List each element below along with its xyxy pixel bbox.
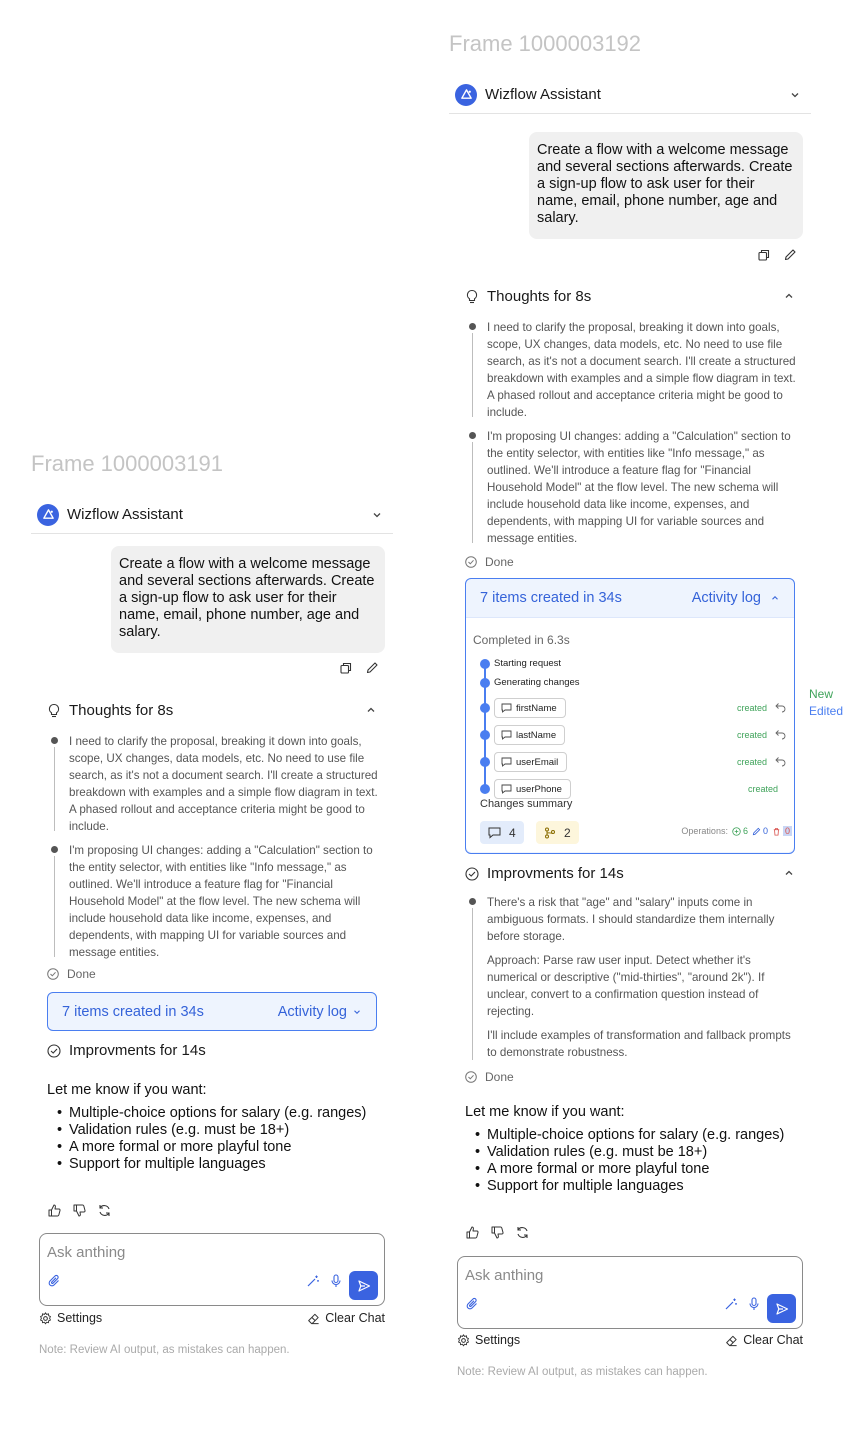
reply-bullet: • Multiple-choice options for salary (e.g. ranges): [475, 1127, 797, 1144]
send-button[interactable]: [349, 1271, 378, 1300]
chevron-up-icon[interactable]: [365, 704, 377, 716]
entity-row: [480, 752, 786, 772]
entity-chip[interactable]: [494, 698, 566, 718]
user-message-bubble: [111, 546, 385, 653]
thought-bullet: [469, 432, 476, 439]
undo-icon[interactable]: [775, 702, 786, 715]
send-icon: [357, 1279, 371, 1293]
reply-bullet: • A more formal or more playful tone: [475, 1161, 797, 1178]
activity-log-label: Activity log: [691, 590, 761, 606]
microphone-icon[interactable]: [748, 1297, 760, 1316]
done-label: Done: [67, 967, 96, 981]
entity-row: [480, 725, 786, 745]
thought-line: [472, 908, 473, 1060]
step-dot: [480, 730, 490, 740]
user-message-text: Create a flow with a welcome message and several sections afterwards. Create a sign-up flow to ask user for their name, email, phone number, age and salary.: [537, 142, 793, 226]
thumbs-up-icon[interactable]: [47, 1203, 62, 1223]
message-icon: [501, 784, 512, 794]
gear-icon: [39, 1312, 52, 1325]
settings-button[interactable]: [39, 1311, 102, 1325]
microphone-icon[interactable]: [330, 1274, 342, 1293]
activity-log-toggle[interactable]: [692, 590, 780, 606]
thought-text: I'm proposing UI changes: adding a "Calculation" section to the entity selector, with entities like "Info message," as outlined. We'll introduce a feature flag for "Financial Household Model" at the flow level. The new schema will include household data like income, expenses, and dependents, with mapping UI for variable sources and message entities.: [487, 430, 791, 545]
message-icon: [488, 827, 501, 839]
edit-icon[interactable]: [365, 661, 379, 680]
chat-input-box[interactable]: [457, 1256, 803, 1329]
pencil-icon: [752, 827, 761, 836]
entity-name: firstName: [516, 702, 557, 714]
regenerate-icon[interactable]: [515, 1225, 530, 1245]
assistant-title: Wizflow Assistant: [485, 86, 601, 103]
thought-item: [51, 733, 379, 835]
thought-line: [54, 856, 55, 957]
collapse-chevron-icon[interactable]: [789, 88, 801, 106]
entity-row: [480, 698, 786, 718]
branches-count: 2: [564, 825, 571, 840]
undo-icon[interactable]: [775, 756, 786, 769]
thumbs-up-icon[interactable]: [465, 1225, 480, 1245]
entity-name: userPhone: [516, 783, 562, 795]
thought-text: I need to clarify the proposal, breaking it down into goals, scope, UX changes, data models, etc. No need to use file search, as it's not a document search. I'll create a structured breakdown with examples and a simple flow diagram in text. A phased rollout and acceptance criteria might be good to include.: [69, 735, 378, 833]
activity-summary-text: 7 items created in 34s: [62, 1004, 204, 1020]
message-icon: [501, 757, 512, 767]
reply-intro: Let me know if you want:: [465, 1104, 625, 1120]
reply-bullet: • Multiple-choice options for salary (e.g. ranges): [57, 1105, 379, 1122]
thought-line: [472, 442, 473, 543]
entity-name: userEmail: [516, 756, 559, 768]
improvements-header[interactable]: [465, 865, 795, 882]
entity-status: created: [747, 784, 778, 794]
clear-chat-button[interactable]: [307, 1311, 385, 1325]
feedback-actions: [47, 1203, 112, 1223]
magic-wand-icon[interactable]: [724, 1297, 738, 1316]
settings-label: Settings: [475, 1333, 521, 1347]
branches-count-badge[interactable]: [536, 821, 579, 844]
magic-wand-icon[interactable]: [306, 1274, 320, 1293]
branch-icon: [544, 827, 556, 839]
step-dot: [480, 703, 490, 713]
edit-icon[interactable]: [783, 248, 797, 267]
disclaimer-note: Note: Review AI output, as mistakes can happen.: [39, 1344, 290, 1356]
assistant-title: Wizflow Assistant: [67, 506, 183, 523]
entity-row: [480, 779, 786, 799]
entity-name: lastName: [516, 729, 557, 741]
reply-list: [57, 1105, 379, 1173]
changes-summary-title: Changes summary: [480, 798, 573, 810]
thoughts-title: Thoughts for 8s: [487, 288, 592, 305]
assistant-logo-icon: [37, 504, 59, 526]
undo-icon[interactable]: [775, 729, 786, 742]
activity-steps[interactable]: [480, 658, 786, 795]
activity-step: [480, 658, 786, 669]
activity-summary-text: 7 items created in 34s: [480, 590, 622, 606]
activity-summary[interactable]: [47, 992, 377, 1031]
thought-bullet: [469, 898, 476, 905]
thumbs-down-icon[interactable]: [490, 1225, 505, 1245]
chat-input-box[interactable]: [39, 1233, 385, 1306]
chevron-up-icon: [770, 593, 780, 603]
eraser-icon: [725, 1334, 738, 1347]
entity-status: created: [736, 730, 767, 740]
messages-count: 4: [509, 825, 516, 840]
thought-bullet: [469, 323, 476, 330]
ops-deleted: 0: [784, 826, 790, 836]
improvement-text: Approach: Parse raw user input. Detect whether it's numerical or descriptive ("mid-thirties", "around 2k"). If unclear, convert to a confirmation question instead of rejecting.: [487, 954, 765, 1018]
reply-bullet: • Validation rules (e.g. must be 18+): [57, 1122, 379, 1139]
assistant-reply: [465, 1104, 797, 1195]
reply-bullet: • Validation rules (e.g. must be 18+): [475, 1144, 797, 1161]
message-actions: [339, 661, 379, 680]
assistant-reply: [47, 1082, 379, 1173]
legend-new: New: [809, 687, 834, 701]
copy-icon[interactable]: [339, 661, 353, 680]
clear-chat-label: Clear Chat: [743, 1333, 803, 1347]
activity-step: [480, 677, 786, 688]
thoughts-done: [47, 967, 96, 981]
activity-log-toggle[interactable]: [278, 1004, 362, 1020]
check-circle-icon: [465, 867, 479, 881]
frame-title: Frame 1000003191: [31, 451, 224, 476]
reply-bullet: • Support for multiple languages: [57, 1156, 379, 1173]
panel-header[interactable]: [31, 496, 393, 534]
entity-chip[interactable]: [494, 779, 571, 799]
activity-summary[interactable]: [466, 579, 794, 617]
thoughts-header[interactable]: [47, 702, 377, 719]
improvements-title: Improvments for 14s: [487, 865, 624, 882]
collapse-chevron-icon[interactable]: [371, 508, 383, 526]
lightbulb-icon: [465, 289, 479, 305]
done-label: Done: [485, 555, 514, 569]
thought-item: [469, 319, 797, 421]
step-dot: [480, 757, 490, 767]
feedback-actions: [465, 1225, 530, 1245]
chevron-up-icon[interactable]: [783, 867, 795, 879]
eraser-icon: [307, 1312, 320, 1325]
thought-line: [472, 333, 473, 417]
thoughts-done: [465, 555, 514, 569]
done-label: Done: [485, 1070, 514, 1084]
activity-log-label: Activity log: [277, 1004, 347, 1020]
step-dot: [480, 659, 490, 669]
entity-status: created: [736, 703, 767, 713]
gear-icon: [457, 1334, 470, 1347]
improvement-text: There's a risk that "age" and "salary" inputs come in ambiguous formats. I should standardize them internally before storage.: [487, 896, 775, 943]
user-message-text: Create a flow with a welcome message and several sections afterwards. Create a sign-up flow to ask user for their name, email, phone number, age and salary.: [119, 556, 375, 640]
plus-circle-icon: [732, 827, 741, 836]
legend-labels: [809, 686, 843, 720]
assistant-panel: [31, 496, 393, 1376]
operations-label: Operations:: [681, 826, 728, 836]
regenerate-icon[interactable]: [97, 1203, 112, 1223]
messages-count-badge[interactable]: [480, 821, 524, 844]
trash-icon: [772, 827, 781, 836]
thoughts-header[interactable]: [465, 288, 795, 305]
panel-footer: [39, 1311, 385, 1325]
check-circle-icon: [47, 968, 59, 980]
thought-text: I'm proposing UI changes: adding a "Calculation" section to the entity selector, with entities like "Info message," as outlined. We'll introduce a feature flag for "Financial Household Model" at the flow level. The new schema will include household data like income, expenses, and dependents, with mapping UI for variable sources and message entities.: [69, 844, 373, 959]
message-icon: [501, 703, 512, 713]
reply-bullet: • A more formal or more playful tone: [57, 1139, 379, 1156]
legend-edited: Edited: [809, 704, 843, 718]
user-message-bubble: [529, 132, 803, 239]
lightbulb-icon: [47, 703, 61, 719]
check-circle-icon: [465, 1071, 477, 1083]
thumbs-down-icon[interactable]: [72, 1203, 87, 1223]
improvement-item: [469, 894, 797, 1061]
entity-chip[interactable]: [494, 725, 565, 745]
step-dot: [480, 678, 490, 688]
thought-text: I need to clarify the proposal, breaking it down into goals, scope, UX changes, data models, etc. No need to use file search, as it's not a document search. I'll create a structured breakdown with examples and a simple flow diagram in text. A phased rollout and acceptance criteria might be good to include.: [487, 321, 796, 419]
thought-item: [51, 842, 379, 961]
clear-chat-label: Clear Chat: [325, 1311, 385, 1325]
thoughts-title: Thoughts for 8s: [69, 702, 174, 719]
activity-panel: [465, 578, 795, 854]
activity-log: [466, 617, 794, 852]
completed-time: Completed in 6.3s: [473, 633, 570, 647]
disclaimer-note: Note: Review AI output, as mistakes can happen.: [457, 1366, 708, 1378]
thought-bullet: [51, 846, 58, 853]
entity-status: created: [736, 757, 767, 767]
check-circle-icon: [465, 556, 477, 568]
settings-label: Settings: [57, 1311, 103, 1325]
message-icon: [501, 730, 512, 740]
chat-input[interactable]: [47, 1244, 327, 1261]
ops-created: 6: [742, 826, 748, 836]
frame-title: Frame 1000003192: [449, 31, 642, 56]
chevron-down-icon: [352, 1007, 362, 1017]
reply-bullet: • Support for multiple languages: [475, 1178, 797, 1195]
settings-button[interactable]: [457, 1333, 520, 1347]
attach-icon[interactable]: [48, 1274, 61, 1293]
attach-icon[interactable]: [466, 1297, 479, 1316]
panel-header[interactable]: [449, 76, 811, 114]
thought-bullet: [51, 737, 58, 744]
assistant-logo-icon: [455, 84, 477, 106]
copy-icon[interactable]: [757, 248, 771, 267]
chat-input[interactable]: [465, 1267, 745, 1284]
thought-item: [469, 428, 797, 547]
send-button[interactable]: [767, 1294, 796, 1323]
reply-intro: Let me know if you want:: [47, 1082, 207, 1098]
improvements-title: Improvments for 14s: [69, 1042, 206, 1059]
panel-footer: [457, 1333, 803, 1347]
chevron-up-icon[interactable]: [783, 290, 795, 302]
improvements-done: [465, 1070, 514, 1084]
reply-list: [475, 1127, 797, 1195]
ops-edited: 0: [762, 826, 768, 836]
step-label: Generating changes: [494, 677, 580, 688]
operations-summary: [681, 826, 792, 836]
clear-chat-button[interactable]: [725, 1333, 803, 1347]
assistant-panel: [449, 76, 811, 1396]
thought-line: [54, 747, 55, 831]
step-dot: [480, 784, 490, 794]
improvements-header[interactable]: [47, 1042, 377, 1059]
improvement-text: I'll include examples of transformation and fallback prompts to demonstrate robustness.: [487, 1029, 791, 1059]
entity-chip[interactable]: [494, 752, 567, 772]
step-label: Starting request: [494, 658, 562, 669]
message-actions: [757, 248, 797, 267]
send-icon: [775, 1302, 789, 1316]
check-circle-icon: [47, 1044, 61, 1058]
